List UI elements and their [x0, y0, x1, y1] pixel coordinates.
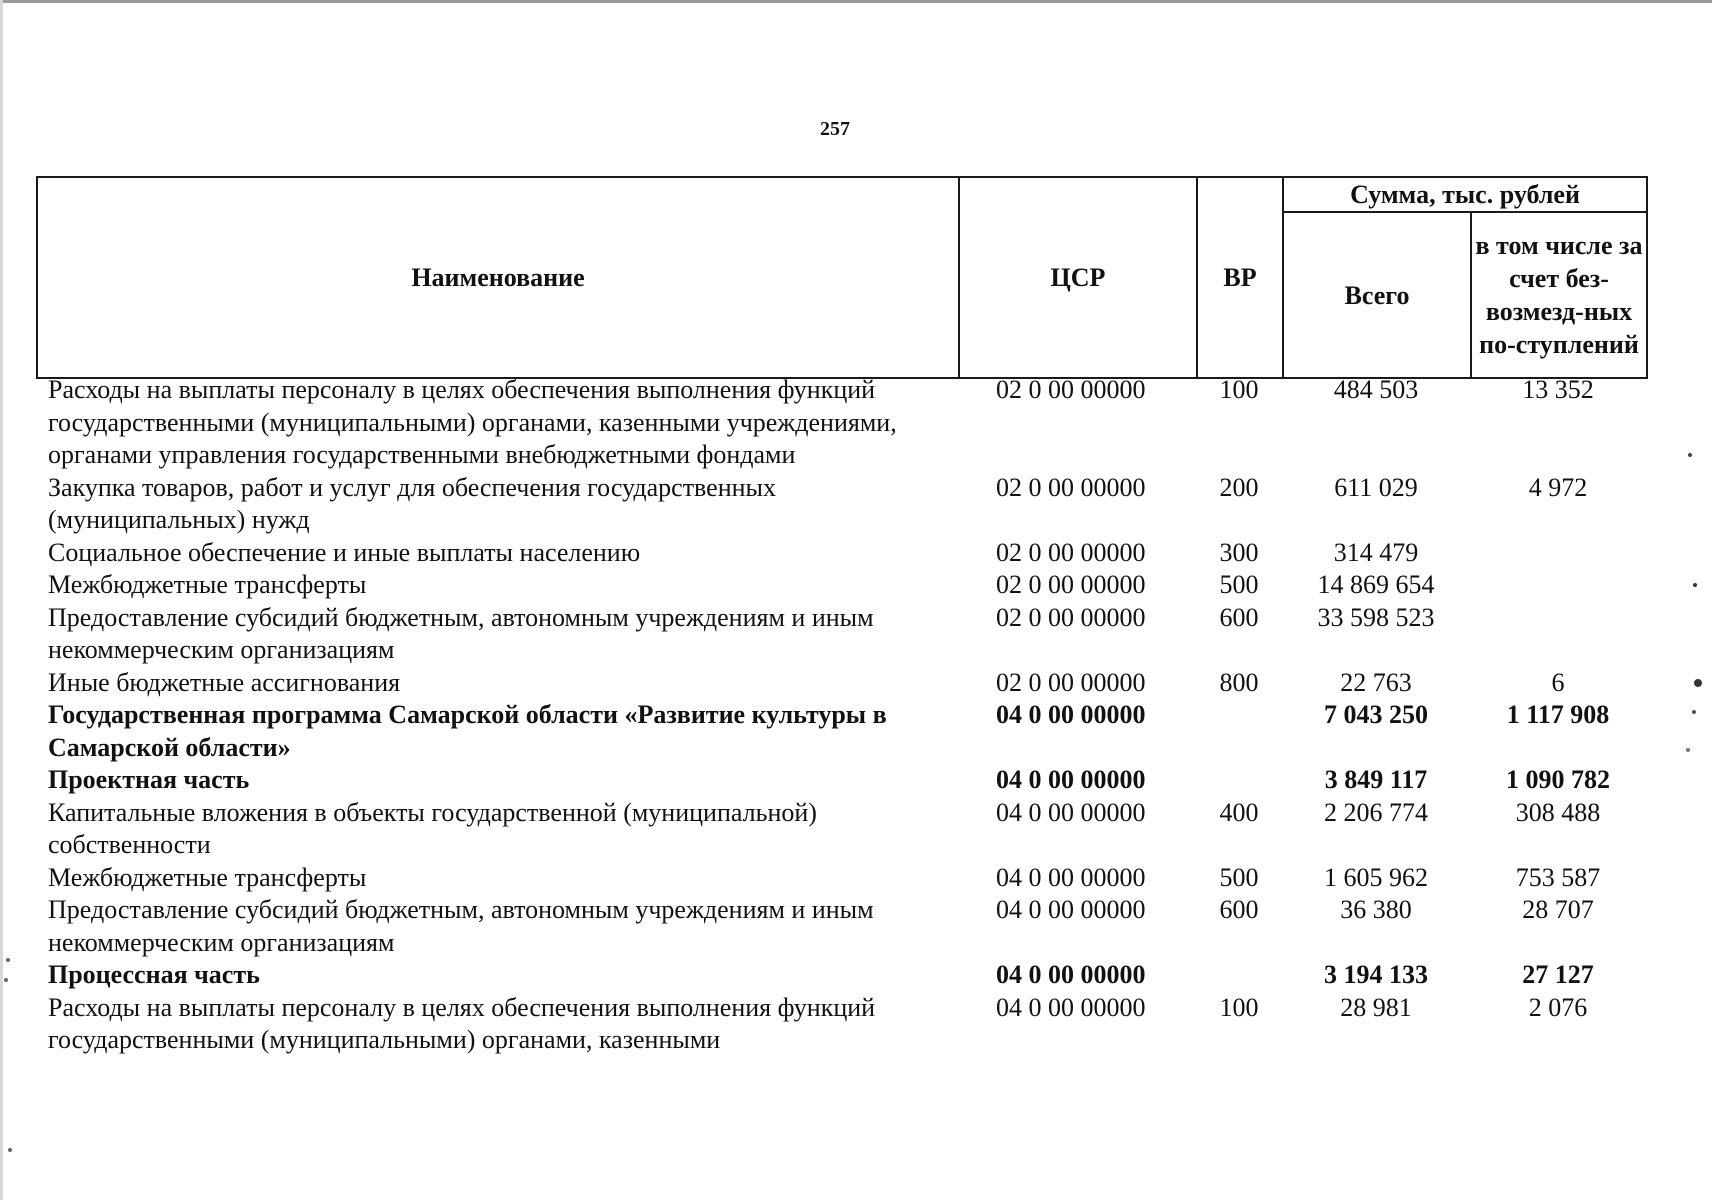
- row-vr: 800: [1219, 667, 1259, 697]
- row-name: Капитальные вложения в объекты государственной (муниципальной) собственности: [48, 797, 817, 859]
- row-donation: [1470, 569, 1646, 602]
- header-vr: ВР: [1197, 177, 1283, 378]
- row-donation: [1470, 602, 1646, 667]
- row-total: 611 029: [1334, 472, 1418, 502]
- speck: [1694, 679, 1702, 687]
- row-vr: 100: [1219, 992, 1259, 1022]
- row-total: 3 194 133: [1324, 960, 1428, 989]
- row-name: Государственная программа Самарской области «Развитие культуры в Самарской области»: [48, 700, 887, 762]
- row-total: 2 206 774: [1324, 797, 1428, 827]
- row-name: Иные бюджетные ассигнования: [48, 667, 401, 697]
- row-name: Предоставление субсидий бюджетным, автономным учреждениям и иным некоммерческим организациям: [48, 895, 874, 957]
- row-csr: 04 0 00 00000: [996, 862, 1146, 892]
- row-donation: 27 127: [1522, 960, 1594, 989]
- row-total: 3 849 117: [1324, 765, 1428, 794]
- row-donation: 1 117 908: [1506, 700, 1610, 729]
- table-row: [36, 602, 1646, 667]
- row-donation: 753 587: [1515, 862, 1601, 892]
- row-vr: 500: [1219, 570, 1259, 599]
- table-header: [36, 176, 1648, 379]
- header-sum: Сумма, тыс. рублей: [1283, 177, 1647, 212]
- table-row: [36, 894, 1646, 959]
- row-total: 14 869 654: [1317, 570, 1435, 599]
- row-vr: 600: [1219, 602, 1259, 632]
- header-csr: ЦСР: [959, 177, 1197, 378]
- row-name: Процессная часть: [48, 960, 260, 989]
- row-csr: 02 0 00 00000: [996, 537, 1146, 567]
- row-vr: [1196, 959, 1282, 992]
- row-csr: 04 0 00 00000: [996, 700, 1146, 729]
- row-name: Предоставление субсидий бюджетным, автономным учреждениям и иным некоммерческим организациям: [48, 602, 874, 664]
- page-number: 257: [820, 118, 850, 140]
- speck: [4, 978, 8, 982]
- row-vr: [1196, 699, 1282, 764]
- row-csr: 02 0 00 00000: [996, 472, 1146, 502]
- row-name: Социальное обеспечение и иные выплаты населению: [48, 537, 641, 567]
- speck: [1686, 748, 1690, 752]
- table-row: [36, 374, 1646, 472]
- row-donation: 1 090 782: [1506, 765, 1610, 794]
- row-vr: 100: [1219, 375, 1259, 404]
- row-csr: 04 0 00 00000: [996, 895, 1146, 924]
- row-total: 36 380: [1340, 895, 1412, 924]
- table-row: [36, 667, 1646, 700]
- row-donation: 28 707: [1522, 895, 1594, 924]
- row-total: 22 763: [1340, 667, 1412, 697]
- table-row: [36, 472, 1646, 537]
- row-total: 28 981: [1340, 992, 1412, 1022]
- speck: [6, 958, 10, 962]
- row-donation: 13 352: [1522, 375, 1594, 404]
- table-row: [36, 862, 1646, 895]
- row-csr: 02 0 00 00000: [996, 667, 1146, 697]
- row-donation: [1470, 537, 1646, 570]
- row-csr: 04 0 00 00000: [996, 992, 1146, 1022]
- speck: [1693, 583, 1697, 587]
- row-csr: 02 0 00 00000: [996, 602, 1146, 632]
- table-row: [36, 764, 1646, 797]
- table-row: [36, 797, 1646, 862]
- table-row: [36, 699, 1646, 764]
- row-donation: 6: [1551, 667, 1565, 697]
- row-csr: 02 0 00 00000: [996, 570, 1146, 599]
- row-csr: 04 0 00 00000: [996, 797, 1146, 827]
- row-vr: 300: [1219, 537, 1259, 567]
- speck: [1692, 710, 1696, 714]
- row-donation: 4 972: [1528, 472, 1588, 502]
- row-name: Межбюджетные трансферты: [48, 570, 367, 599]
- row-vr: 400: [1219, 797, 1259, 827]
- row-total: 484 503: [1333, 375, 1419, 404]
- row-name: Расходы на выплаты персоналу в целях обеспечения выполнения функций государственными (муниципальными) органами, казенными: [48, 992, 876, 1054]
- row-vr: 500: [1219, 862, 1259, 892]
- header-total: Всего: [1283, 212, 1471, 378]
- speck: [8, 1148, 12, 1152]
- row-total: 7 043 250: [1324, 700, 1428, 729]
- table-row: [36, 992, 1646, 1057]
- row-donation: 308 488: [1515, 797, 1601, 827]
- row-vr: [1196, 764, 1282, 797]
- row-csr: 04 0 00 00000: [996, 765, 1146, 794]
- row-csr: 04 0 00 00000: [996, 960, 1146, 989]
- scan-top-edge: [0, 0, 1712, 3]
- row-name: Проектная часть: [48, 765, 250, 794]
- row-name: Расходы на выплаты персоналу в целях обеспечения выполнения функций государственными (муниципальными) органами, казенными учреждениями, органами управления государственными внебюджетными фондами: [48, 375, 897, 469]
- row-total: 314 479: [1333, 537, 1419, 567]
- row-name: Межбюджетные трансферты: [48, 862, 367, 892]
- table-row: [36, 959, 1646, 992]
- row-total: 33 598 523: [1317, 602, 1435, 632]
- row-vr: 600: [1219, 895, 1259, 924]
- table-row: [36, 537, 1646, 570]
- header-donation: в том числе за счет без-возмезд-ных по-ступлений: [1471, 212, 1647, 378]
- table-body: [36, 374, 1646, 1057]
- scan-left-edge: [0, 0, 3, 1200]
- row-name: Закупка товаров, работ и услуг для обеспечения государственных (муниципальных) нужд: [48, 472, 777, 534]
- table-rows: [36, 374, 1646, 1057]
- row-csr: 02 0 00 00000: [996, 375, 1146, 404]
- header-name: Наименование: [37, 177, 959, 378]
- row-vr: 200: [1219, 472, 1259, 502]
- row-total: 1 605 962: [1324, 862, 1428, 892]
- speck: [1688, 453, 1692, 457]
- row-donation: 2 076: [1528, 992, 1588, 1022]
- table-row: [36, 569, 1646, 602]
